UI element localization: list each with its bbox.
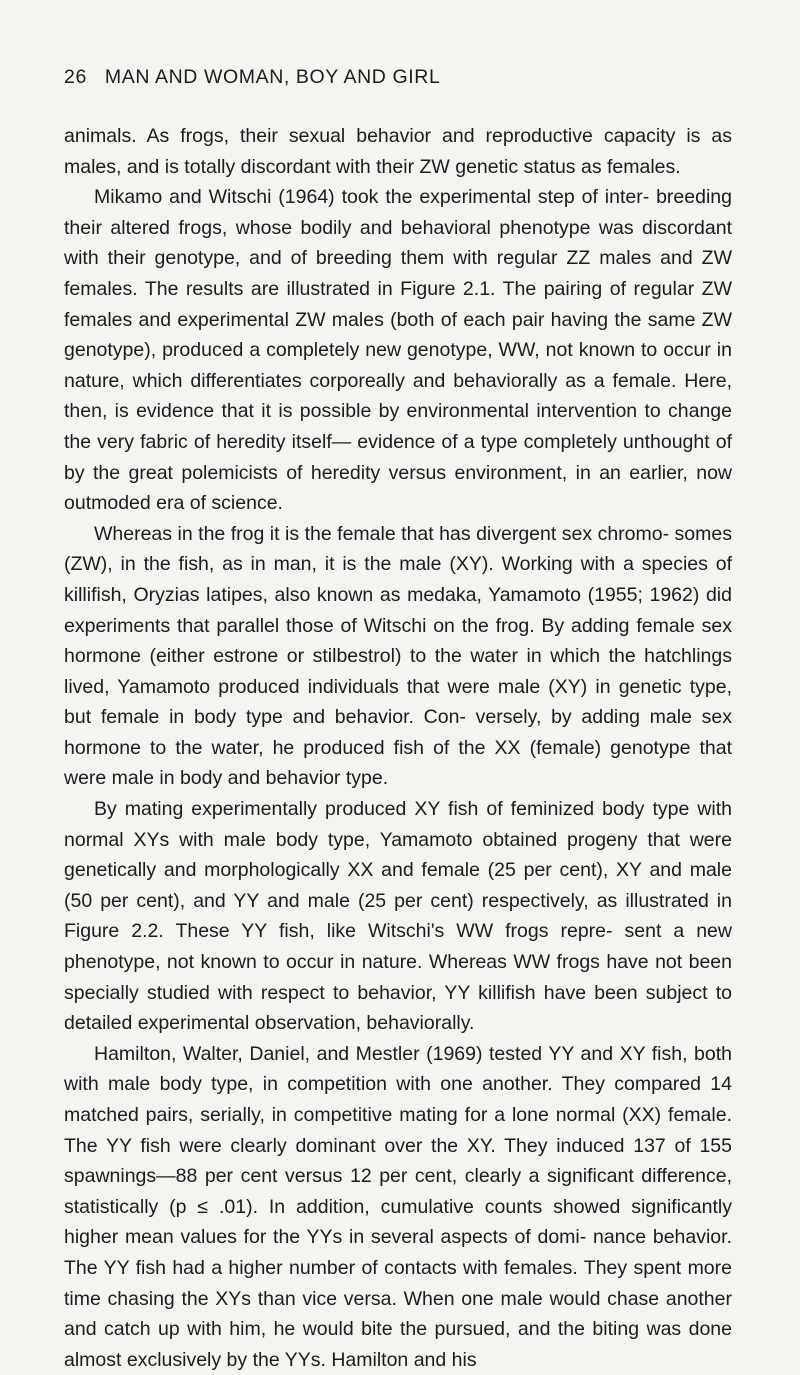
paragraph-yy-progeny: By mating experimentally produced XY fish of feminized body type with normal XYs with male body type, Yamamoto obtained progeny that were genetically and morphologically XX and female (25 per cent), XY and male (50 per cent), and YY and male (25 per cent) respectively, as illustrated in Figure 2.2. These YY fish, like Witschi's WW frogs repre- sent a new phenotype, not known to occur in nature. Whereas WW frogs have not been specially studied with respect to behavior, YY killifish have been subject to detailed experimental observation, behaviorally. [64,798,732,1035]
paragraph-killifish-yamamoto: Whereas in the frog it is the female that has divergent sex chromo- somes (ZW), in the fish, as in man, it is the male (XY). Working with a species of killifish, Oryzias latipes, also known as medaka, Yamamoto (1955; 1962) did experiments that parallel those of Witschi on the frog. By adding female sex hormone (either estrone or stilbestrol) to the water in which the hatchlings lived, Yamamoto produced individuals that were male (XY) in genetic type, but female in body type and behavior. Con- versely, by adding male sex hormone to the water, he produced fish of the XX (female) genotype that were male in body and behavior type. [64,522,732,790]
paragraph-mikamo-witschi: Mikamo and Witschi (1964) took the experimental step of inter- breeding their altered frogs, whose bodily and behavioral phenotype was discordant with their genotype, and of breeding them with regular ZZ males and ZW females. The results are illustrated in Figure 2.1. The pairing of regular ZW females and experimental ZW males (both of each pair having the same ZW genotype), produced a completely new genotype, WW, not known to occur in nature, which differentiates corporeally and behaviorally as a female. Here, then, is evidence that it is possible by environmental intervention to change the very fabric of heredity itself— evidence of a type completely unthought of by the great polemicists of heredity versus environment, in an earlier, now outmoded era of science. [64,186,732,515]
paragraph-hamilton-study: Hamilton, Walter, Daniel, and Mestler (1969) tested YY and XY fish, both with male body type, in competition with one another. They compared 14 matched pairs, serially, in competitive mating for a lone normal (XX) female. The YY fish were clearly dominant over the XY. They induced 137 of 155 spawnings—88 per cent versus 12 per cent, clearly a significant difference, statistically (p ≤ .01). In addition, cumulative counts showed significantly higher mean values for the YYs in several aspects of domi- nance behavior. The YY fish had a higher number of contacts with females. They spent more time chasing the XYs than vice versa. When one male would chase another and catch up with him, he would bite the pursued, and the biting was done almost exclusively by the YYs. Hamilton and his [64,1042,732,1371]
running-title: MAN AND WOMAN, BOY AND GIRL [104,66,441,88]
page-header [64,66,440,89]
paragraph-continuation: animals. As frogs, their sexual behavior and reproductive capacity is as males, and is totally discordant with their ZW genetic status as females. [64,125,732,178]
page-body [64,121,732,1375]
page-number: 26 [64,66,87,88]
